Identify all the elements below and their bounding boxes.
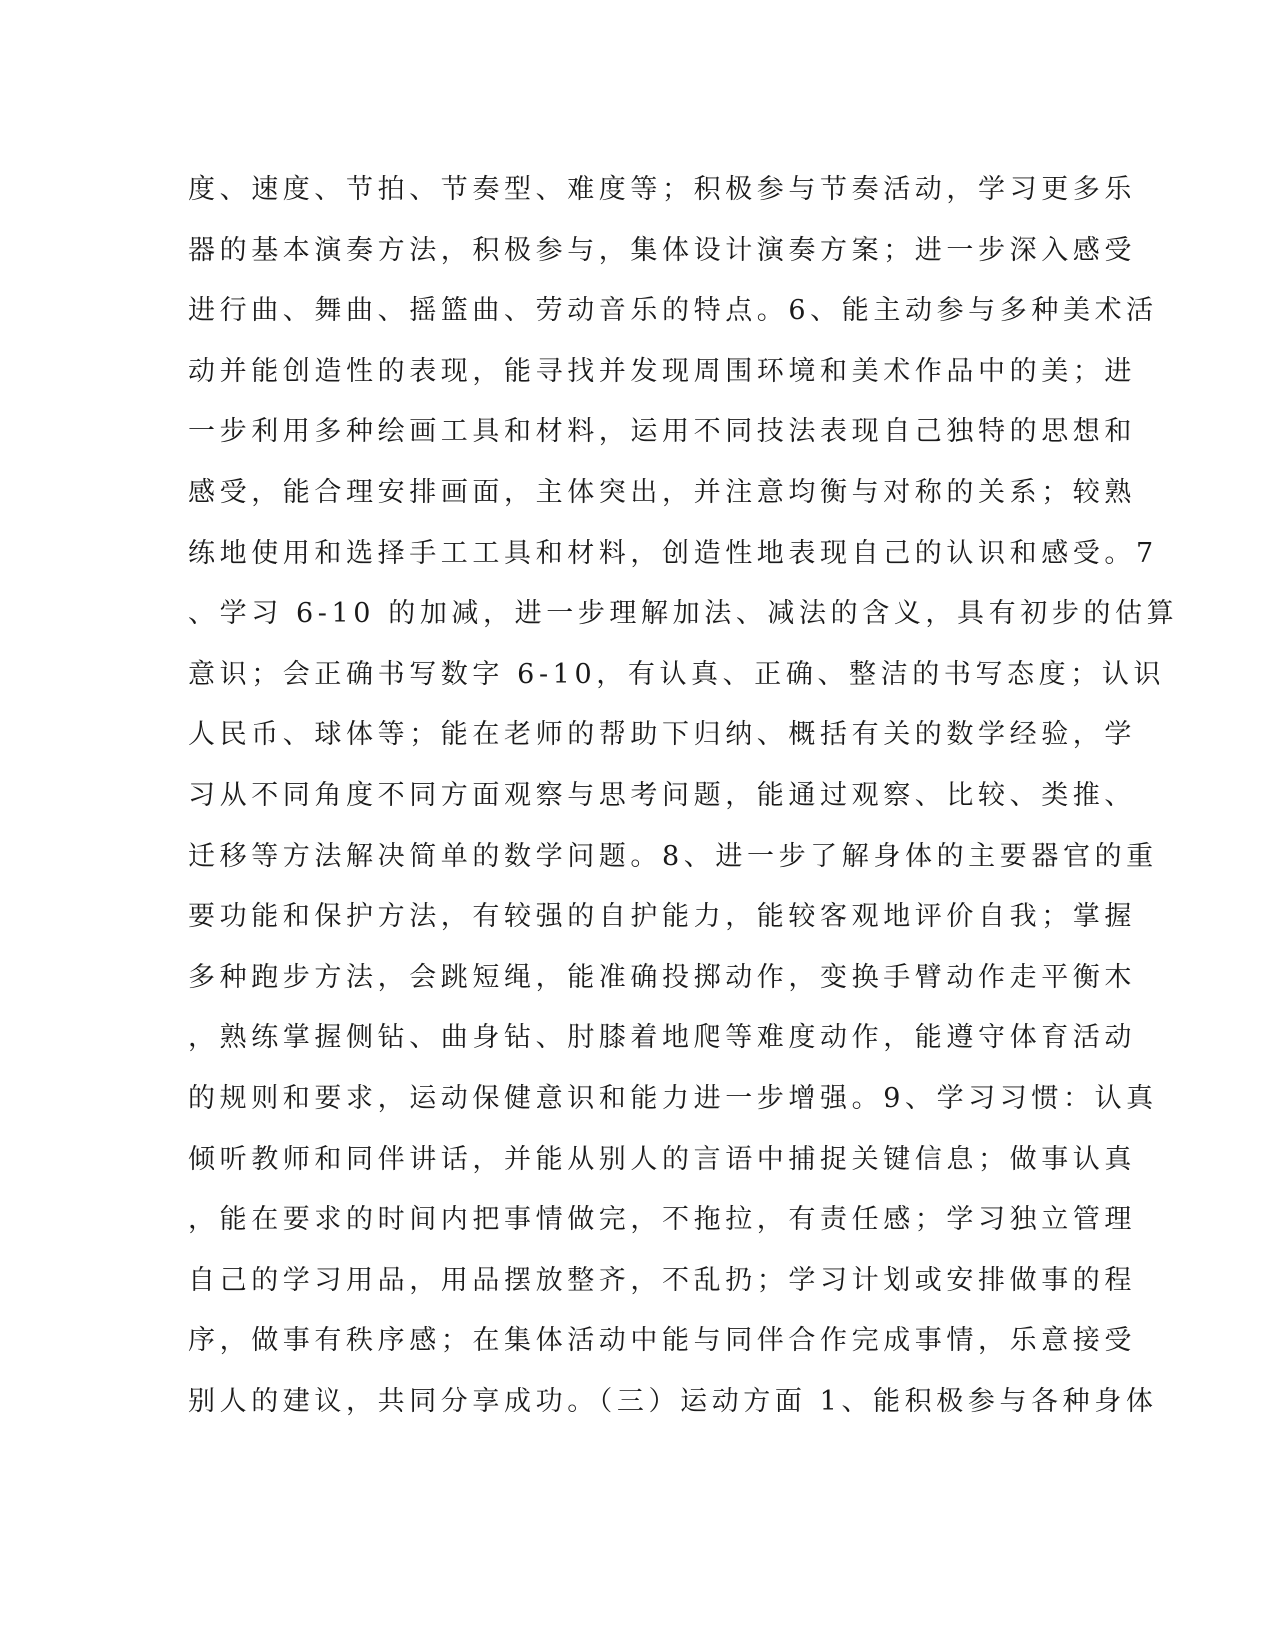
text-line: 一步利用多种绘画工具和材料，运用不同技法表现自己独特的思想和 <box>188 416 1136 448</box>
body-text <box>188 160 1179 1432</box>
text-line: 习从不同角度不同方面观察与思考问题，能通过观察、比较、类推、 <box>188 779 1136 811</box>
text-line: 别人的建议，共同分享成功。（三）运动方面 1、能积极参与各种身体 <box>188 1385 1158 1417</box>
text-line: 迁移等方法解决简单的数学问题。8、进一步了解身体的主要器官的重 <box>188 840 1158 872</box>
text-line: 倾听教师和同伴讲话，并能从别人的言语中捕捉关键信息；做事认真 <box>188 1143 1136 1175</box>
text-line: 动并能创造性的表现，能寻找并发现周围环境和美术作品中的美；进 <box>188 355 1136 387</box>
text-line: 多种跑步方法，会跳短绳，能准确投掷动作，变换手臂动作走平衡木 <box>188 961 1136 993</box>
text-line: 器的基本演奏方法，积极参与，集体设计演奏方案；进一步深入感受 <box>188 234 1136 266</box>
text-line: 人民币、球体等；能在老师的帮助下归纳、概括有关的数学经验，学 <box>188 719 1136 751</box>
text-line: ，能在要求的时间内把事情做完，不拖拉，有责任感；学习独立管理 <box>188 1204 1136 1236</box>
text-line: 进行曲、舞曲、摇篮曲、劳动音乐的特点。6、能主动参与多种美术活 <box>188 295 1158 327</box>
text-line: 的规则和要求，运动保健意识和能力进一步增强。9、学习习惯：认真 <box>188 1082 1158 1114</box>
text-line: 练地使用和选择手工工具和材料，创造性地表现自己的认识和感受。7 <box>188 537 1158 569</box>
text-line: 意识；会正确书写数字 6-10，有认真、正确、整洁的书写态度；认识 <box>188 658 1166 690</box>
text-line: 序，做事有秩序感；在集体活动中能与同伴合作完成事情，乐意接受 <box>188 1325 1136 1357</box>
text-line: 感受，能合理安排画面，主体突出，并注意均衡与对称的关系；较熟 <box>188 476 1136 508</box>
text-line: 、学习 6-10 的加减，进一步理解加法、减法的含义，具有初步的估算 <box>188 598 1179 630</box>
text-line: 要功能和保护方法，有较强的自护能力，能较客观地评价自我；掌握 <box>188 901 1136 933</box>
text-line: 度、速度、节拍、节奏型、难度等；积极参与节奏活动，学习更多乐 <box>188 174 1136 205</box>
text-line: ，熟练掌握侧钻、曲身钻、肘膝着地爬等难度动作，能遵守体育活动 <box>188 1022 1136 1054</box>
text-line: 自己的学习用品，用品摆放整齐，不乱扔；学习计划或安排做事的程 <box>188 1264 1136 1296</box>
